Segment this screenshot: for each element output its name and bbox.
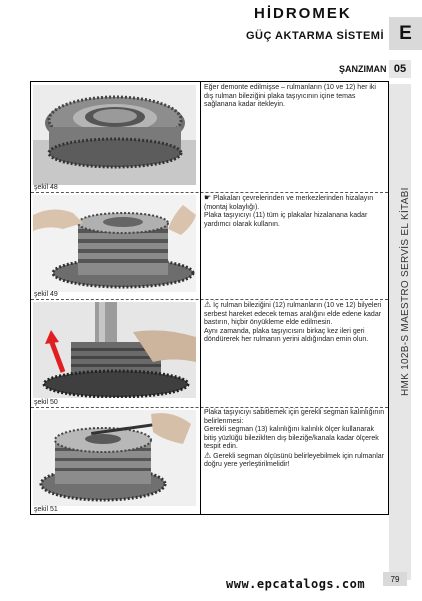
section-title: ŞANZIMAN <box>339 64 387 74</box>
gear-photo-48 <box>33 85 196 185</box>
table-row <box>31 192 388 300</box>
chapter-number: 05 <box>389 60 411 78</box>
instruction-text <box>204 194 386 229</box>
hand-pointer-icon: ☛ <box>204 193 212 202</box>
instruction-text <box>204 84 386 110</box>
instruction-paragraph <box>204 452 386 470</box>
language-tab: E <box>389 17 422 50</box>
table-row <box>31 299 388 408</box>
figure-cell <box>31 299 201 407</box>
figure-cell <box>31 192 201 299</box>
brand-logo: HİDROMEK <box>254 5 352 22</box>
page-title: GÜÇ AKTARMA SİSTEMİ <box>245 30 384 42</box>
gear-photo-51 <box>33 410 196 506</box>
instruction-text <box>204 301 386 345</box>
warning-icon: ⚠ <box>204 300 212 309</box>
figure-label: şekil 49 <box>34 291 58 298</box>
figure-label: şekil 51 <box>34 506 58 513</box>
page-number: 79 <box>383 572 407 586</box>
instruction-paragraph: Gerekli segman (13) kalınlığını kalınlık ölçer kullanarak bitiş yüzlüğü bileziklten dış bileziğe/kanala kadar ölçerek tespit edin. <box>204 426 379 450</box>
instruction-paragraph <box>204 194 386 212</box>
manual-title: HMK 102B-S MAESTRO SERVİS EL KİTABI <box>400 187 411 396</box>
instruction-text <box>204 409 386 470</box>
instruction-sentence: Gerekli segman ölçüsünü belirleyebilmek için rulmanlar doğru yere yerleştirilmelidir! <box>204 452 384 468</box>
gear-photo-50 <box>33 302 196 398</box>
figure-label: şekil 48 <box>34 184 58 191</box>
procedure-table <box>30 81 389 515</box>
sidebar-band <box>389 84 411 580</box>
footer-url: www.epcatalogs.com <box>226 577 366 591</box>
instruction-paragraph <box>204 301 386 328</box>
instruction-paragraph: Plaka taşıyıcıyı (11) tüm iç plakalar hizalanana kadar yardımcı olarak kullanın. <box>204 212 368 228</box>
gear-photo-49 <box>33 195 196 292</box>
instruction-paragraph: Eğer demonte edilmişse – rulmanların (10 ve 12) her iki dış rulman bileziğini plaka taşıyıcının içine temas sağlanana kadar itekleyin. <box>204 84 376 108</box>
warning-icon: ⚠ <box>204 450 212 460</box>
figure-cell <box>31 82 201 192</box>
figure-cell <box>31 407 201 514</box>
instruction-sentence: İç rulman bileziğini (12) rulmanların (10 ve 12) bilyeleri serbest hareket edecek temas aralığını elde edene kadar bastırın, hiçbir önyükleme elde edilmesin. <box>204 302 382 326</box>
instruction-sentence: Plakaları çevrelerinden ve merkezlerinden hizalayın (montaj kolaylığı). <box>204 195 374 211</box>
figure-label: şekil 50 <box>34 399 58 406</box>
table-row <box>31 407 388 514</box>
table-row <box>31 82 388 193</box>
instruction-paragraph: Aynı zamanda, plaka taşıyıcısını birkaç kez ileri geri döndürerek her rulmanın yerini aldığından emin olun. <box>204 327 369 343</box>
instruction-paragraph: Plaka taşıyıcıyı sabitlemek için gerekli segman kalınlığının belirlenmesi: <box>204 409 385 425</box>
